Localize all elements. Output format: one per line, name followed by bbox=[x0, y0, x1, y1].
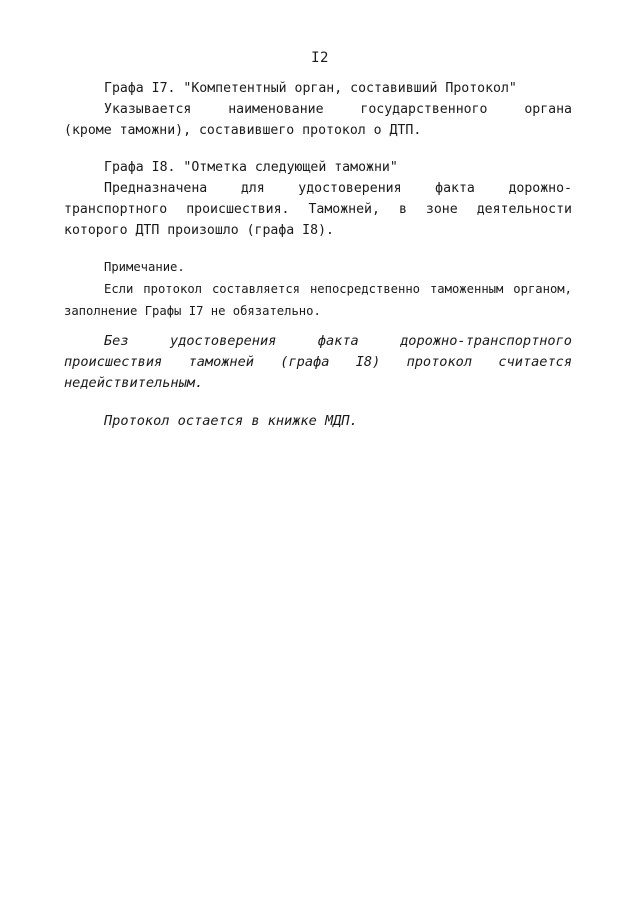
section-18-line-2: транспортного происшествия. Таможней, в зоне деятельности bbox=[64, 202, 572, 217]
warning-line-1: Без удостоверения факта дорожно-транспортного bbox=[104, 333, 572, 349]
warning-line-3: недействительным. bbox=[64, 375, 204, 391]
section-17-heading: Графа I7. "Компетентный орган, составивший Протокол" bbox=[104, 81, 517, 96]
section-18-line-1: Предназначена для удостоверения факта дорожно- bbox=[104, 181, 572, 196]
note-line-2: заполнение Графы I7 не обязательно. bbox=[64, 304, 321, 318]
section-18-line-3: которого ДТП произошло (графа I8). bbox=[64, 223, 334, 238]
section-17 bbox=[64, 78, 572, 141]
warning bbox=[64, 331, 572, 394]
section-17-line-1: Указывается наименование государственного органа bbox=[104, 102, 572, 117]
closing-text: Протокол остается в книжке МДП. bbox=[104, 413, 358, 429]
section-18-heading: Графа I8. "Отметка следующей таможни" bbox=[104, 160, 398, 175]
section-18 bbox=[64, 157, 572, 241]
closing bbox=[64, 411, 572, 432]
warning-line-2: происшествия таможней (графа I8) протокол считается bbox=[64, 354, 572, 370]
note bbox=[64, 256, 572, 322]
note-line-1: Если протокол составляется непосредственно таможенным органом, bbox=[104, 282, 572, 296]
section-17-line-2: (кроме таможни), составившего протокол о ДТП. bbox=[64, 123, 422, 138]
page-number: I2 bbox=[311, 50, 329, 66]
note-title: Примечание. bbox=[104, 260, 185, 274]
